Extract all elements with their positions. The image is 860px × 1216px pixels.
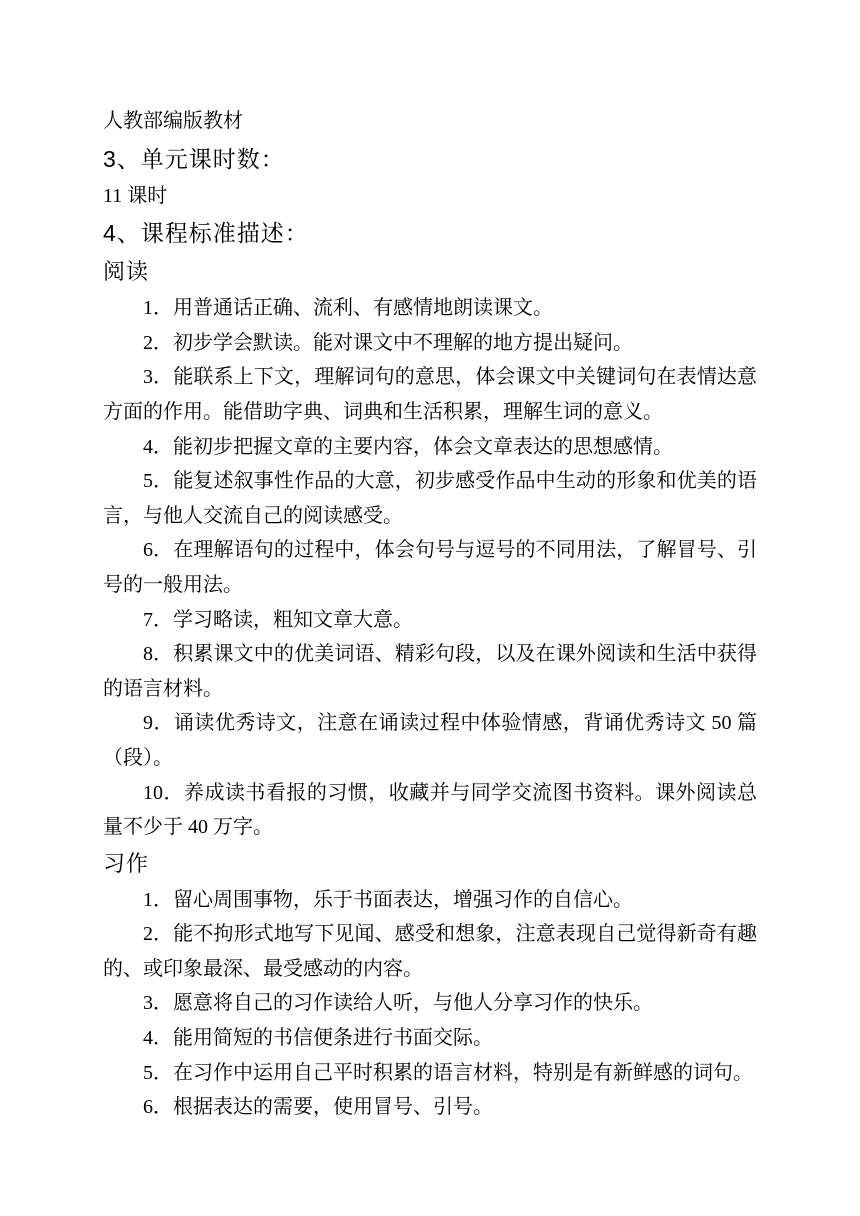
section-3-body: 11 课时 xyxy=(103,184,168,207)
reading-item-6: 6．在理解语句的过程中，体会句号与逗号的不同用法，了解冒号、引号的一般用法。 xyxy=(103,539,757,596)
textbook-note: 人教部编版教材 xyxy=(103,110,243,132)
reading-item-8: 8．积累课文中的优美词语、精彩句段，以及在课外阅读和生活中获得的语言材料。 xyxy=(103,643,757,700)
writing-subheading: 习作 xyxy=(103,850,150,876)
reading-item-7: 7．学习略读，粗知文章大意。 xyxy=(143,608,413,631)
reading-item-5: 5．能复述叙事性作品的大意，初步感受作品中生动的形象和优美的语言，与他人交流自己的阅读感受。 xyxy=(103,470,757,527)
writing-item-2: 2．能不拘形式地写下见闻、感受和想象，注意表现自己觉得新奇有趣的、或印象最深、最受感动的内容。 xyxy=(103,923,757,980)
reading-item-2: 2．初步学会默读。能对课文中不理解的地方提出疑问。 xyxy=(143,331,633,354)
reading-item-4: 4．能初步把握文章的主要内容，体会文章表达的思想感情。 xyxy=(143,435,673,458)
reading-item-10: 10．养成读书看报的习惯，收藏并与同学交流图书资料。课外阅读总量不少于 40 万字。 xyxy=(103,781,757,839)
writing-item-4: 4．能用简短的书信便条进行书面交际。 xyxy=(143,1027,493,1050)
writing-item-5: 5．在习作中运用自己平时积累的语言材料，特别是有新鲜感的词句。 xyxy=(143,1061,753,1084)
writing-item-3: 3．愿意将自己的习作读给人听，与他人分享习作的快乐。 xyxy=(143,992,653,1015)
writing-item-6: 6．根据表达的需要，使用冒号、引号。 xyxy=(143,1096,493,1119)
section-3-heading: 3、单元课时数： xyxy=(103,145,285,172)
reading-item-3: 3．能联系上下文，理解词句的意思，体会课文中关键词句在表情达意方面的作用。能借助字典、词典和生活积累，理解生词的意义。 xyxy=(103,366,757,423)
writing-item-1: 1．留心周围事物，乐于书面表达，增强习作的自信心。 xyxy=(143,888,633,911)
reading-subheading: 阅读 xyxy=(103,259,150,285)
reading-item-9: 9．诵读优秀诗文，注意在诵读过程中体验情感，背诵优秀诗文 50 篇（段）。 xyxy=(103,712,757,769)
reading-item-1: 1．用普通话正确、流利、有感情地朗读课文。 xyxy=(143,297,553,320)
section-4-heading: 4、课程标准描述： xyxy=(103,220,309,247)
